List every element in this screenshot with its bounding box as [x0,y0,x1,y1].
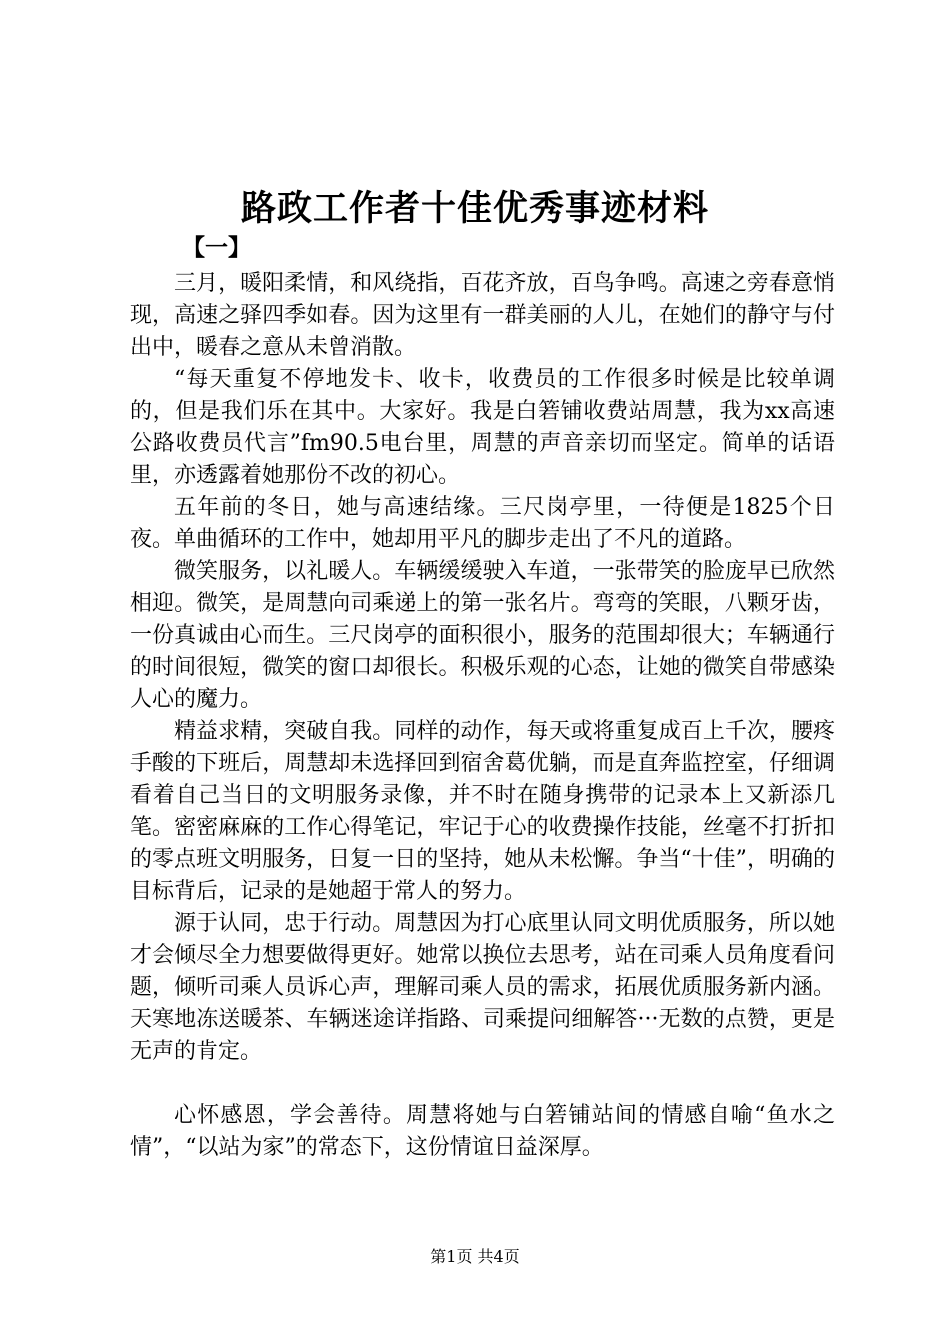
paragraph: 精益求精，突破自我。同样的动作，每天或将重复成百上千次，腰疼手酸的下班后，周慧却未选择回到宿舍葛优躺，而是直奔监控室，仔细调看着自己当日的文明服务录像，并不时在随身携带的记录本上又新添几笔。密密麻麻的工作心得笔记，牢记于心的收费操作技能，丝毫不打折扣的零点班文明服务，日复一日的坚持，她从未松懈。争当“十佳”，明确的目标背后，记录的是她超于常人的努力。 [130,719,835,904]
paragraph: 源于认同，忠于行动。周慧因为打心底里认同文明优质服务，所以她才会倾尽全力想要做得更好。她常以换位去思考，站在司乘人员角度看问题，倾听司乘人员诉心声，理解司乘人员的需求，拓展优质服务新内涵。天寒地冻送暖茶、车辆迷途详指路、司乘提问细解答···无数的点赞，更是无声的肯定。 [130,911,835,1064]
document-body [130,268,835,1164]
paragraph: 三月，暖阳柔情，和风绕指，百花齐放，百鸟争鸣。高速之旁春意悄现，高速之驿四季如春。因为这里有一群美丽的人儿，在她们的静守与付出中，暖春之意从未曾消散。 [130,271,835,360]
section-marker: 【一】 [182,234,251,261]
document-title: 路政工作者十佳优秀事迹材料 [240,188,709,229]
paragraph: 五年前的冬日，她与高速结缘。三尺岗亭里，一待便是1825个日夜。单曲循环的工作中，她却用平凡的脚步走出了不凡的道路。 [130,495,835,552]
page-footer: 第1页 共4页 [430,1247,520,1266]
paragraph: “每天重复不停地发卡、收卡，收费员的工作很多时候是比较单调的，但是我们乐在其中。大家好。我是白箬铺收费站周慧，我为xx高速公路收费员代言”fm90.5电台里，周慧的声音亲切而坚定。简单的话语里，亦透露着她那份不改的初心。 [130,367,835,488]
paragraph: 心怀感恩，学会善待。周慧将她与白箬铺站间的情感自喻“鱼水之情”，“以站为家”的常态下，这份情谊日益深厚。 [130,1103,835,1160]
paragraph: 微笑服务，以礼暖人。车辆缓缓驶入车道，一张带笑的脸庞早已欣然相迎。微笑，是周慧向司乘递上的第一张名片。弯弯的笑眼，八颗牙齿，一份真诚由心而生。三尺岗亭的面积很小，服务的范围却很大；车辆通行的时间很短，微笑的窗口却很长。积极乐观的心态，让她的微笑自带感染人心的魔力。 [130,559,835,712]
